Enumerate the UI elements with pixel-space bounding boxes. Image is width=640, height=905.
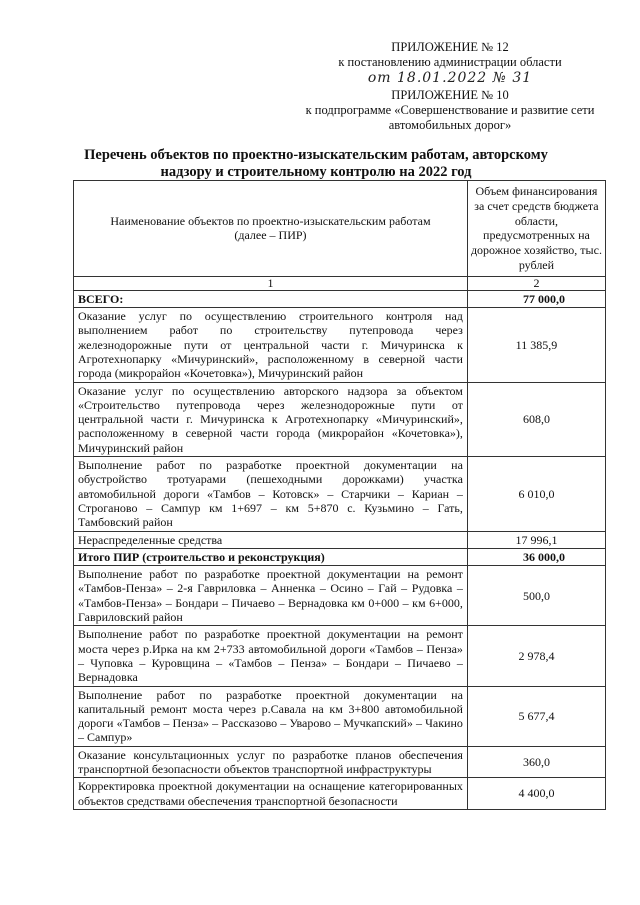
funding-value: 17 996,1	[467, 531, 605, 548]
subtotal-row	[74, 548, 606, 565]
funding-value: 5 677,4	[467, 686, 605, 746]
appendix-number: ПРИЛОЖЕНИЕ № 12	[391, 40, 509, 54]
table-header-row	[74, 181, 606, 277]
total-row	[74, 290, 606, 307]
column-number-row	[74, 276, 606, 290]
column-header-funding: Объем финансирования за счет средств бюджета области, предусмотренных на дорожное хозяйство, тыс. рублей	[467, 181, 605, 277]
table-row	[74, 746, 606, 778]
appendix-number-2: ПРИЛОЖЕНИЕ № 10	[391, 88, 509, 102]
appendix-reference: к постановлению администрации области	[338, 55, 562, 69]
handwritten-date-number: от 18.01.2022 № 31	[367, 70, 533, 86]
object-description: Оказание услуг по осуществлению авторского надзора за объектом «Строительство путепровода через железнодорожные пути от центральной части г. Мичуринска к Агротехнопарку «Мичуринский», расположенному в северной части города (микрорайон «Кочетовка»), Мичуринский район	[74, 382, 468, 456]
subtotal-label: Итого ПИР (строительство и реконструкция)	[74, 548, 468, 565]
funding-value: 11 385,9	[467, 308, 605, 382]
table-row	[74, 382, 606, 456]
table-row	[74, 626, 606, 686]
object-description: Выполнение работ по разработке проектной документации на обустройство тротуарами (пешеходными дорожками) участка автомобильной дороги «Тамбов – Котовск» – Старчики – Кариан – Строганово – Сампур км 1+697 – км 5+870 с. Кузьмино – Гать, Тамбовский район	[74, 457, 468, 531]
funding-value: 608,0	[467, 382, 605, 456]
object-description: Оказание консультационных услуг по разработке планов обеспечения транспортной безопасности объектов транспортной инфраструктуры	[74, 746, 468, 778]
column-header-name: Наименование объектов по проектно-изыскательским работам (далее – ПИР)	[74, 181, 468, 277]
table-row	[74, 686, 606, 746]
subtotal-value: 36 000,0	[467, 548, 605, 565]
object-description: Нераспределенные средства	[74, 531, 468, 548]
object-description: Выполнение работ по разработке проектной документации на капитальный ремонт моста через р.Савала на км 3+800 автомобильной дороги «Тамбов – Пенза» – Рассказово – Уварово – Мучкапский» – Чакино – Сампур»	[74, 686, 468, 746]
objects-table	[73, 180, 606, 810]
table-row	[74, 308, 606, 382]
table-row	[74, 778, 606, 810]
appendix-header	[300, 40, 600, 133]
total-label: ВСЕГО:	[74, 290, 468, 307]
funding-value: 500,0	[467, 566, 605, 626]
funding-value: 360,0	[467, 746, 605, 778]
column-number-2: 2	[467, 276, 605, 290]
object-description: Корректировка проектной документации на оснащение категорированных объектов средствами обеспечения транспортной безопасности	[74, 778, 468, 810]
funding-value: 2 978,4	[467, 626, 605, 686]
object-description: Выполнение работ по разработке проектной документации на ремонт «Тамбов-Пенза» – 2-я Гавриловка – Анненка – Осино – Гай – Рудовка – «Тамбов-Пенза» – Бондари – Пичаево – Вернадовка км 0+000 – км 6+000, Гавриловский район	[74, 566, 468, 626]
funding-value: 6 010,0	[467, 457, 605, 531]
document-title: Перечень объектов по проектно-изыскательским работам, авторскому надзору и строительному контролю на 2022 год	[84, 147, 548, 180]
total-value: 77 000,0	[467, 290, 605, 307]
funding-value: 4 400,0	[467, 778, 605, 810]
table-row	[74, 531, 606, 548]
column-number-1: 1	[74, 276, 468, 290]
table-row	[74, 457, 606, 531]
object-description: Оказание услуг по осуществлению строительного контроля над выполнением работ по строительству путепровода через железнодорожные пути от центральной части г. Мичуринска к Агротехнопарку «Мичуринский», расположенному в северной части города (микрорайон «Кочетовка»), Мичуринский район	[74, 308, 468, 382]
table-row	[74, 566, 606, 626]
object-description: Выполнение работ по разработке проектной документации на ремонт моста через р.Ирка на км 2+733 автомобильной дороги «Тамбов – Пенза» – Чуповка – Куровщина – «Тамбов – Пенза» – Бондари – Пичаево – Вернадовка	[74, 626, 468, 686]
subprogram-reference: к подпрограмме «Совершенствование и развитие сети автомобильных дорог»	[305, 103, 595, 132]
